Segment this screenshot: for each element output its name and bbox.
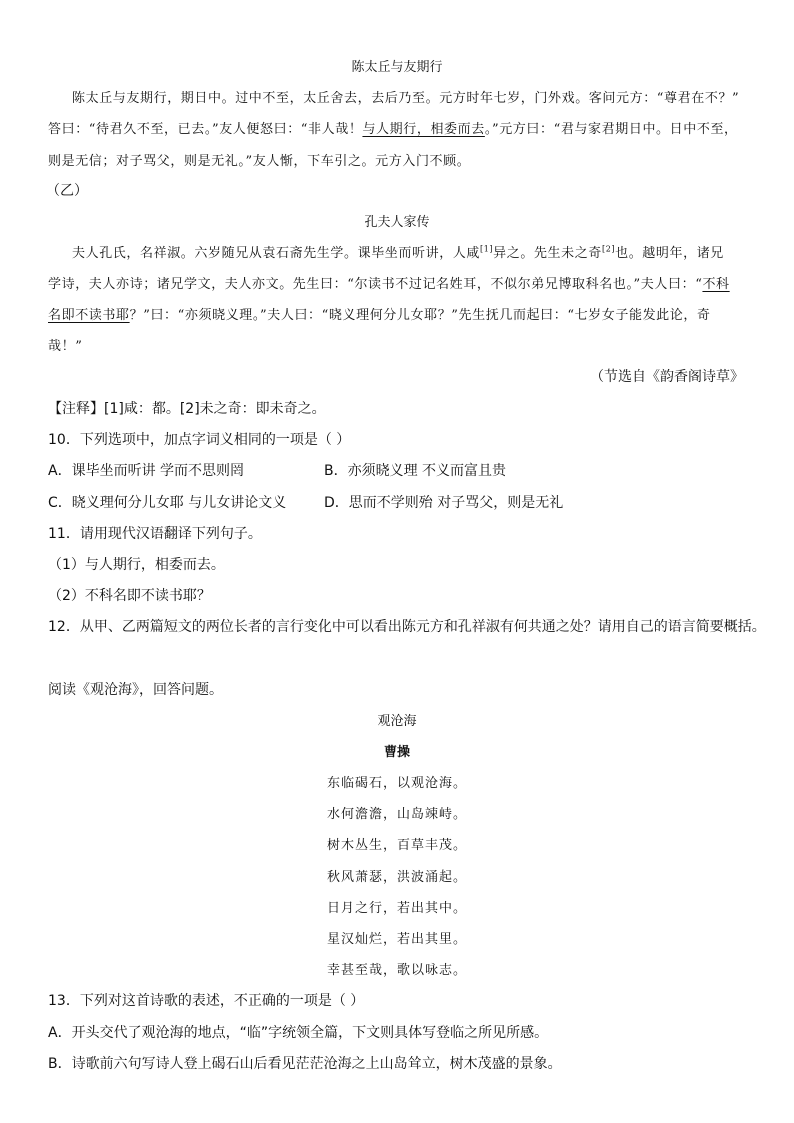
poem-reading-instruction: 阅读《观沧海》，回答问题。 <box>48 682 223 698</box>
question-11-sentence-1: （1）与人期行，相委而去。 <box>48 557 225 573</box>
question-10-option-a: A．课毕坐而听讲 学而不思则罔 <box>48 463 245 479</box>
underlined-sentence-part-1: 不科 <box>702 277 730 292</box>
question-11-stem: 11．请用现代汉语翻译下列句子。 <box>48 526 262 542</box>
underlined-sentence: 与人期行，相委而去 <box>362 122 485 137</box>
question-10-option-c: C．晓义理何分儿女耶 与儿女讲论文义 <box>48 495 287 511</box>
poem-line: 幸甚至哉，歌以咏志。 <box>326 963 467 978</box>
poem-line: 秋风萧瑟，洪波涌起。 <box>326 870 467 885</box>
question-10-stem: 10．下列选项中，加点字词义相同的一项是（ ） <box>48 432 351 448</box>
passage-yi-label: （乙） <box>46 183 88 199</box>
poem-line: 水何澹澹，山岛竦峙。 <box>326 807 467 822</box>
poem-line: 日月之行，若出其中。 <box>326 901 467 916</box>
question-13-stem: 13．下列对这首诗歌的表述，不正确的一项是（ ） <box>48 993 365 1009</box>
passage-jia-line-2: 答曰：“待君久不至，已去。”友人便怒曰：“非人哉！与人期行，相委而去。”元方曰：“君与家君期日中。日中不至， <box>48 122 738 137</box>
question-11-sentence-2: （2）不科名即不读书耶？ <box>48 588 211 604</box>
note-marker-2: [2] <box>601 244 616 254</box>
passage-jia-line-1: 陈太丘与友期行，期日中。过中不至，太丘舍去，去后乃至。元方时年七岁，门外戏。客问元方：“尊君在不？” <box>72 91 740 106</box>
question-13-option-b: B．诗歌前六句写诗人登上碣石山后看见茫茫沧海之上山岛耸立，树木茂盛的景象。 <box>48 1056 562 1072</box>
passage-jia-title: 陈太丘与友期行 <box>351 60 443 75</box>
passage-jia-line-3: 则是无信；对子骂父，则是无礼。”友人惭，下车引之。元方入门不顾。 <box>48 154 471 169</box>
annotation-note: 【注释】[1]咸：都。[2]未之奇：即未奇之。 <box>48 401 326 417</box>
passage-yi-line-1: 夫人孔氏，名祥淑。六岁随兄从袁石斋先生学。课毕坐而听讲，人咸[1]异之。先生未之奇[2]也。越明年，诸兄 <box>72 244 724 261</box>
passage-yi-title: 孔夫人家传 <box>364 215 430 230</box>
poem-author: 曹操 <box>383 745 410 760</box>
passage-yi-line-3: 名即不读书耶？”曰：“亦须晓义理。”夫人曰：“晓义理何分儿女耶？”先生抚几而起曰：“七岁女子能发此论，奇 <box>48 308 711 323</box>
question-10-option-b: B．亦须晓义理 不义而富且贵 <box>324 463 507 479</box>
question-10-option-d: D．思而不学则殆 对子骂父，则是无礼 <box>324 495 564 511</box>
question-12-stem: 12．从甲、乙两篇短文的两位长者的言行变化中可以看出陈元方和孔祥淑有何共通之处？请用自己的语言简要概括。 <box>48 619 766 635</box>
poem-title: 观沧海 <box>377 714 417 729</box>
poem-line: 东临碣石，以观沧海。 <box>326 776 467 791</box>
underlined-sentence-part-2: 名即不读书耶 <box>48 308 130 323</box>
passage-source: （节选自《韵香阁诗草》 <box>590 369 744 385</box>
poem-line: 星汉灿烂，若出其里。 <box>326 932 467 947</box>
passage-yi-line-4: 哉！” <box>48 339 83 354</box>
note-marker-1: [1] <box>480 244 494 254</box>
passage-yi-line-2: 学诗，夫人亦诗；诸兄学文，夫人亦文。先生曰：“尔读书不过记名姓耳，不似尔弟兄博取科名也。”夫人曰：“不科 <box>48 277 730 292</box>
question-13-option-a: A．开头交代了观沧海的地点，“临”字统领全篇，下文则具体写登临之所见所感。 <box>48 1025 549 1041</box>
poem-line: 树木丛生，百草丰茂。 <box>326 838 467 853</box>
